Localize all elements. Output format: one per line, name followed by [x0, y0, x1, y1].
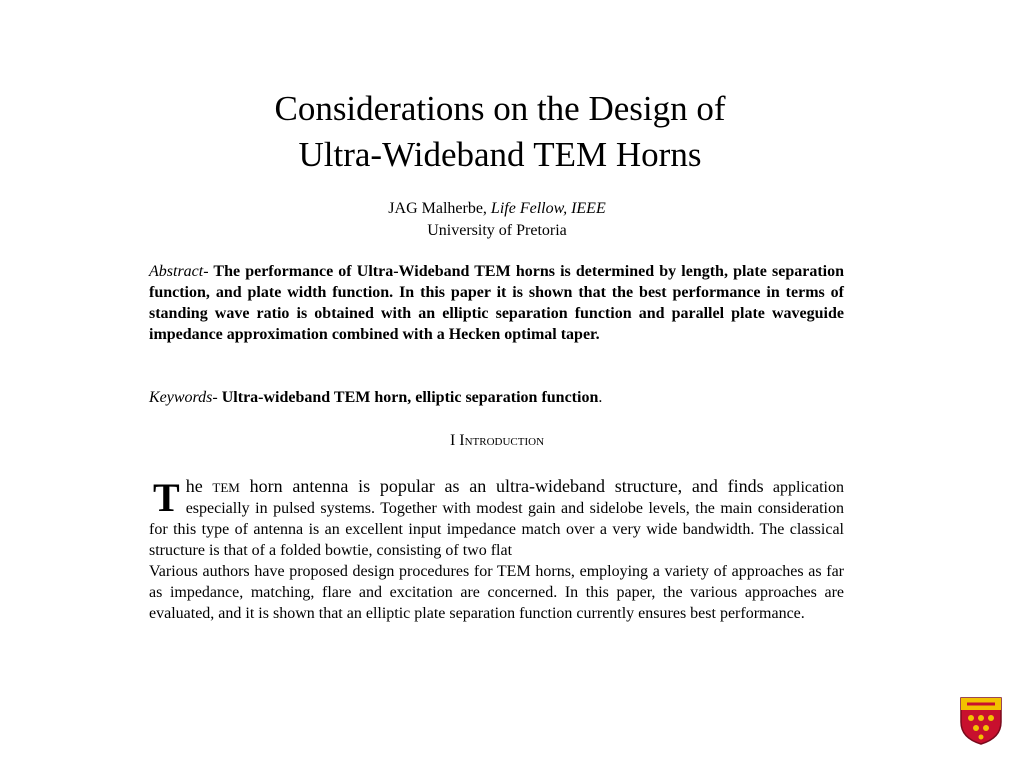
abstract [149, 261, 844, 345]
author-name: JAG Malherbe, [388, 200, 491, 217]
title-line-2 [0, 132, 1000, 178]
abstract-label: Abstract- [149, 263, 209, 280]
abstract-text: The performance of Ultra-Wideband TEM horns is determined by length, plate separation function, and plate width function. In this paper it is shown that the best performance in terms of standing wave ratio is obtained with an elliptic separation function and parallel plate waveguide impedance approximation combined with a Hecken optimal taper. [149, 263, 844, 343]
paper-title [0, 86, 1000, 178]
keywords-end: . [598, 389, 603, 406]
keywords-text: Ultra-wideband TEM horn, elliptic separation function [217, 389, 599, 406]
title-line-2-suffix: Horns [607, 135, 702, 174]
keywords [149, 387, 844, 408]
author-block [0, 198, 994, 242]
section-heading: I Introduction [449, 432, 545, 449]
intro-p1-rest: application especially in pulsed systems. Together with modest gain and sidelobe levels, the main consideration for this type of antenna is an excellent input impedance match over a very wide bandwidth. The classical structure is that of a folded bowtie, consisting of two flat [149, 479, 844, 559]
drop-cap: T [153, 475, 180, 520]
title-line-2-prefix: Ultra-Wideband [298, 135, 534, 174]
title-tem: TEM [533, 135, 608, 174]
intro-first-b: horn antenna is popular as an ultra-wideband structure, and finds [239, 476, 764, 496]
title-line-1: Considerations on the Design of [274, 89, 726, 128]
author-line [0, 198, 994, 220]
author-affiliation: University of Pretoria [427, 222, 567, 239]
university-crest-icon [959, 696, 1003, 746]
intro-paragraph [149, 476, 844, 624]
intro-first-tem: tem [212, 476, 240, 496]
intro-first-a: he [185, 476, 213, 496]
intro-p2: Various authors have proposed design procedures for TEM horns, employing a variety of approaches as far as impedance, matching, flare and excitation are concerned. In this paper, the various approaches are evaluated, and it is shown that an elliptic plate separation function currently ensures best performance. [149, 563, 844, 622]
author-title: Life Fellow, IEEE [490, 200, 606, 217]
keywords-label: Keywords- [149, 389, 218, 406]
